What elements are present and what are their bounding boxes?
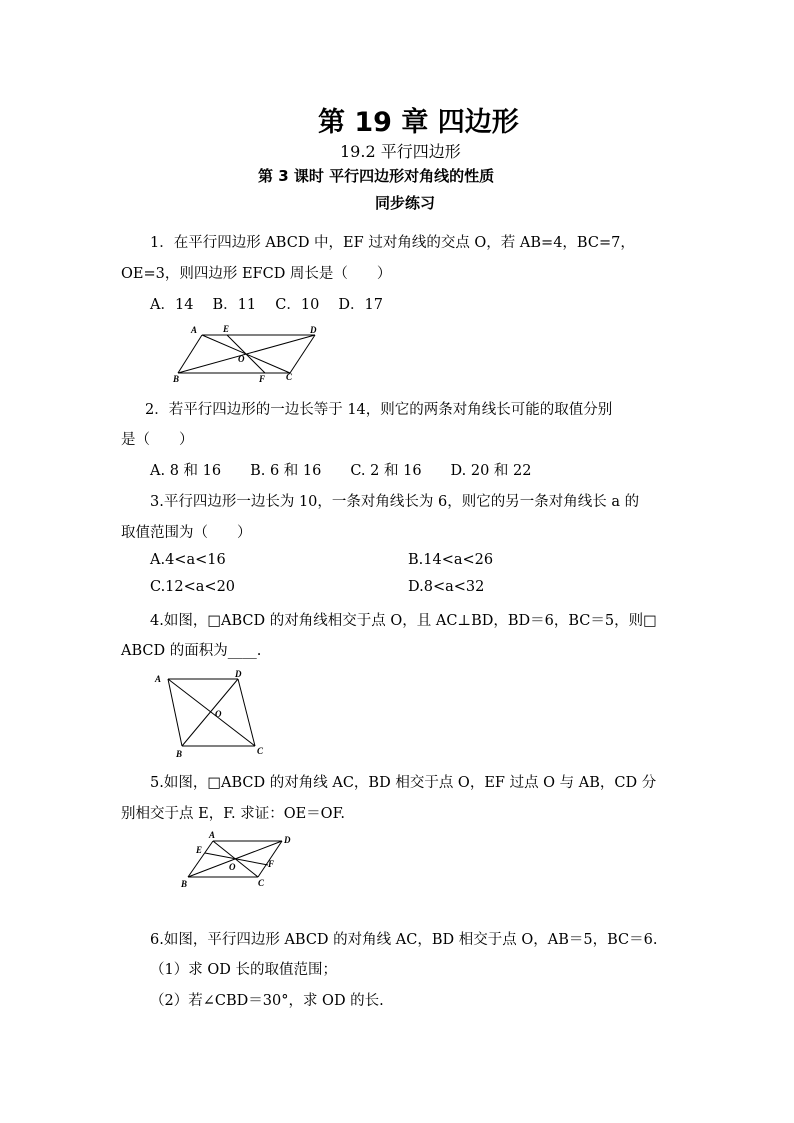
- chapter-title: 第 19 章 四边形: [318, 107, 519, 138]
- q5-line1: 5.如图，□ABCD 的对角线 AC，BD 相交于点 O，EF 过点 O 与 AB，CD 分: [150, 775, 657, 791]
- q1-options: A．14 B．11 C．10 D．17: [150, 297, 383, 313]
- q5-line2: 别相交于点 E，F. 求证：OE＝OF.: [121, 806, 345, 822]
- q4-figure: [150, 667, 280, 762]
- q1-figure: [170, 322, 330, 387]
- q4-diag-ac: [168, 679, 255, 746]
- q5-label-e: E: [196, 845, 203, 855]
- q5-label-a: A: [209, 830, 216, 840]
- q2-options: A. 8 和 16 B. 6 和 16 C. 2 和 16 D. 20 和 22: [150, 463, 532, 479]
- q1-label-a: A: [191, 325, 198, 335]
- q3-option-a: A.4<a<16: [150, 552, 226, 568]
- q5-label-b: B: [181, 879, 188, 889]
- q2-line1: 2．若平行四边形的一边长等于 14，则它的两条对角线长可能的取值分别: [145, 402, 613, 418]
- q5-label-o: O: [229, 862, 236, 872]
- q3-line1: 3.平行四边形一边长为 10，一条对角线长为 6，则它的另一条对角线长 a 的: [150, 494, 640, 510]
- q4-side-dc: [238, 679, 255, 746]
- q5-label-f: F: [268, 859, 275, 869]
- q6-part2: （2）若∠CBD＝30°，求 OD 的长.: [150, 993, 384, 1009]
- q5-label-d: D: [284, 835, 291, 845]
- q3-line2: 取值范围为（ ）: [121, 525, 252, 541]
- lesson-title: 第 3 课时 平行四边形对角线的性质: [258, 167, 495, 185]
- q4-label-a: A: [155, 674, 162, 684]
- q5-label-c: C: [258, 878, 265, 888]
- q5-figure: [176, 830, 306, 895]
- q4-label-b: B: [176, 749, 183, 759]
- q4-line2: ABCD 的面积为____.: [121, 643, 262, 659]
- q4-side-ab: [168, 679, 182, 746]
- q1-label-e: E: [223, 324, 230, 334]
- q1-label-o: O: [238, 354, 245, 364]
- q1-line2: OE=3，则四边形 EFCD 周长是（ ）: [121, 266, 392, 282]
- q4-label-c: C: [257, 746, 264, 756]
- q4-line1: 4.如图，□ABCD 的对角线相交于点 O，且 AC⊥BD，BD＝6，BC＝5，则□: [150, 613, 657, 629]
- q4-label-d: D: [235, 669, 242, 679]
- q6-part1: （1）求 OD 长的取值范围；: [150, 962, 337, 978]
- q3-option-c: C.12<a<20: [150, 579, 236, 595]
- q3-option-b: B.14<a<26: [408, 552, 494, 568]
- q1-label-b: B: [173, 374, 180, 384]
- q5-segment-ef: [205, 853, 268, 865]
- q2-line2: 是（ ）: [121, 432, 194, 448]
- subtitle: 同步练习: [375, 194, 436, 212]
- q6-line1: 6.如图，平行四边形 ABCD 的对角线 AC，BD 相交于点 O，AB＝5，BC＝6.: [150, 932, 658, 948]
- q1-line1: 1．在平行四边形 ABCD 中，EF 过对角线的交点 O，若 AB=4，BC=7，: [150, 235, 635, 251]
- q4-diag-bd: [182, 679, 238, 746]
- q4-label-o: O: [215, 709, 222, 719]
- q3-option-d: D.8<a<32: [408, 579, 485, 595]
- q1-label-f: F: [259, 374, 266, 384]
- q1-segment-ef: [227, 335, 265, 373]
- q1-label-c: C: [286, 372, 293, 382]
- q1-label-d: D: [310, 325, 317, 335]
- section-title: 19.2 平行四边形: [340, 142, 461, 161]
